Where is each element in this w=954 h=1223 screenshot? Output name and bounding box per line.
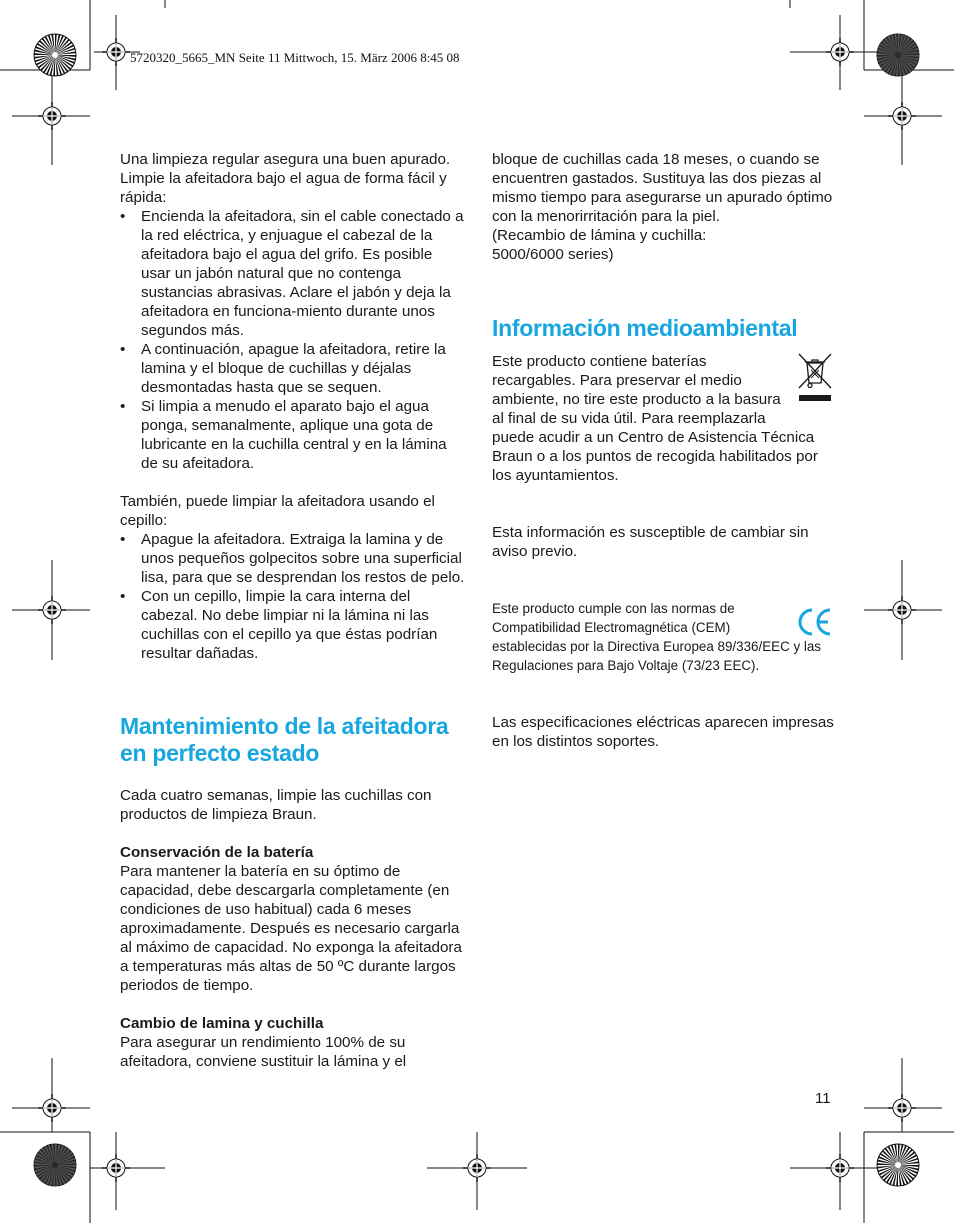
replacement-line-1: (Recambio de lámina y cuchilla: <box>492 227 707 244</box>
registration-crosshair-icon <box>826 1154 854 1182</box>
registration-crosshair-icon <box>38 102 66 130</box>
intro-paragraph: Una limpieza regular asegura una buen apurado. Limpie la afeitadora bajo el agua de forma fácil y rápida: <box>120 151 451 206</box>
right-column <box>492 150 834 751</box>
replacement-line-2: 5000/6000 series) <box>492 246 614 263</box>
crossed-out-wheelie-bin-icon <box>796 352 834 404</box>
list-item: • Encienda la afeitadora, sin el cable conectado a la red eléctrica, y enjuague el cabezal de la afeitadora bajo el agua del grifo. Es posible usar un jabón natural que no contenga sustancias abrasivas. Aclare el jabón y deja la afeitadora en funciona-miento durante unos segundos más. <box>120 207 465 340</box>
list-item: • Apague la afeitadora. Extraiga la lamina y de unos pequeños golpecitos sobre una superficial lisa, para que se desprendan los restos de pelo. <box>120 530 465 587</box>
environment-block <box>492 352 834 485</box>
registration-crosshair-icon <box>888 596 916 624</box>
maintenance-heading: Mantenimiento de la afeitadora en perfecto estado <box>120 713 449 766</box>
print-star-target-icon <box>34 1144 76 1186</box>
environment-paragraph: Este producto contiene baterías recargables. Para preservar el medio ambiente, no tire este producto a la basura al final de su vida útil. Para reemplazarla puede acudir a un Centro de Asistencia Técnica Braun o a los puntos de recogida habilitados por los ayuntamientos. <box>492 353 818 484</box>
registration-crosshair-icon <box>463 1154 491 1182</box>
registration-crosshair-icon <box>102 38 130 66</box>
blade-continued-paragraph: bloque de cuchillas cada 18 meses, o cuando se encuentren gastados. Sustituya las dos piezas al mismo tiempo para asegurarse un apurado óptimo con la menorirritación para la piel. <box>492 151 833 225</box>
print-slug: 5720320_5665_MN Seite 11 Mittwoch, 15. März 2006 8:45 08 <box>130 50 460 65</box>
maintenance-paragraph: Cada cuatro semanas, limpie las cuchillas con productos de limpieza Braun. <box>120 787 432 823</box>
brush-bullet-list <box>120 530 465 663</box>
registration-crosshair-icon <box>826 38 854 66</box>
battery-paragraph: Para mantener la batería en su óptimo de capacidad, debe descargarla completamente (en condiciones de uso habitual) cada 6 meses aproximadamente. Después es necesario cargarla al máximo de capacidad. No exponga la afeitadora a temperaturas más altas de 50 ºC durante largos periodos de tiempo. <box>120 863 462 994</box>
blade-paragraph: Para asegurar un rendimiento 100% de su afeitadora, conviene sustituir la lámina y el <box>120 1034 407 1070</box>
print-star-target-icon <box>877 1144 919 1186</box>
print-star-target-icon <box>34 34 76 76</box>
blade-subheading: Cambio de lamina y cuchilla <box>120 1015 324 1032</box>
electrical-paragraph: Las especificaciones eléctricas aparecen impresas en los distintos soportes. <box>492 714 834 750</box>
change-notice-paragraph: Esta información es susceptible de cambiar sin aviso previo. <box>492 524 809 560</box>
registration-crosshair-icon <box>888 1094 916 1122</box>
ce-block <box>492 599 834 675</box>
environment-heading: Información medioambiental <box>492 315 798 341</box>
list-item: • Con un cepillo, limpie la cara interna del cabezal. No debe limpiar ni la lámina ni las cuchillas con el cepillo ya que éstas podrían resultar dañadas. <box>120 587 465 663</box>
ce-mark-icon <box>796 605 834 639</box>
brush-intro-paragraph: También, puede limpiar la afeitadora usando el cepillo: <box>120 493 435 529</box>
cleaning-bullet-list <box>120 207 465 473</box>
list-item: • A continuación, apague la afeitadora, retire la lamina y el bloque de cuchillas y déjalas desmontadas hasta que se sequen. <box>120 340 465 397</box>
left-column <box>120 150 465 1071</box>
registration-crosshair-icon <box>102 1154 130 1182</box>
registration-crosshair-icon <box>38 1094 66 1122</box>
registration-crosshair-icon <box>38 596 66 624</box>
page-number: 11 <box>815 1090 831 1107</box>
battery-subheading: Conservación de la batería <box>120 844 314 861</box>
list-item: • Si limpia a menudo el aparato bajo el agua ponga, semanalmente, aplique una gota de lubricante en la cuchilla central y en la lámina de su afeitadora. <box>120 397 465 473</box>
ce-paragraph: Este producto cumple con las normas de Compatibilidad Electromagnética (CEM) establecidas por la Directiva Europea 89/336/EEC y las Regulaciones para Bajo Voltaje (73/23 EEC). <box>492 601 821 673</box>
registration-crosshair-icon <box>888 102 916 130</box>
print-star-target-icon <box>877 34 919 76</box>
